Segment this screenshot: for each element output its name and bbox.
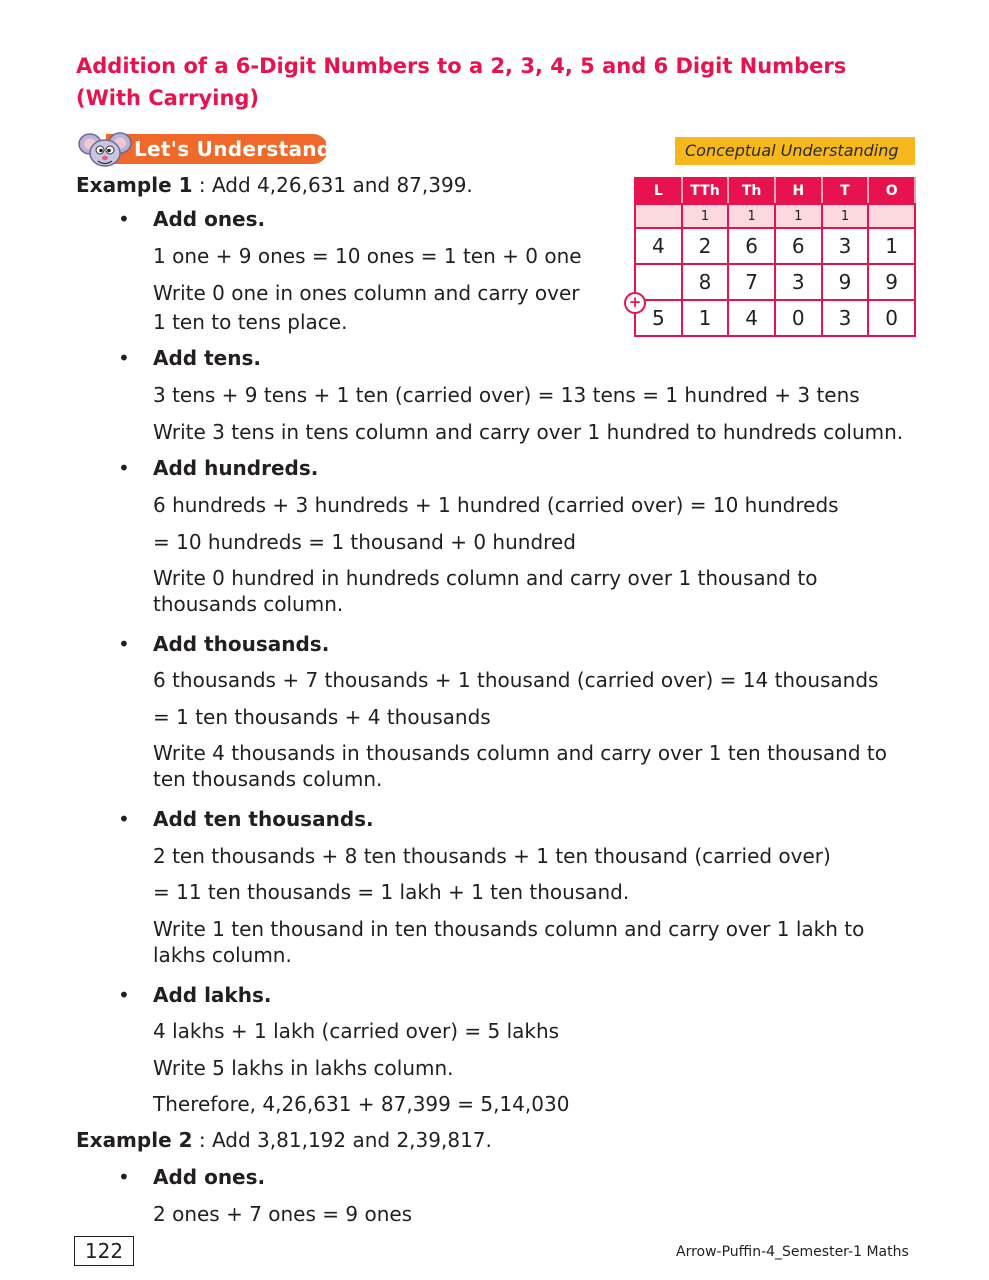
carry-cell: 1: [822, 204, 869, 228]
step-text: = 11 ten thousands = 1 lakh + 1 ten thousand.: [153, 880, 630, 904]
digit-cell: 4: [635, 228, 682, 264]
digit-cell: 4: [728, 300, 775, 336]
example-1-label: Example 1: [76, 173, 193, 197]
digit-cell: 3: [822, 228, 869, 264]
digit-cell: 3: [775, 264, 822, 300]
digit-cell: 9: [822, 264, 869, 300]
example-1-line: [76, 172, 473, 198]
step-heading: Add hundreds.: [153, 456, 319, 480]
header-lakhs: L: [635, 178, 682, 204]
step-text: Write 3 tens in tens column and carry over 1 hundred to hundreds column.: [153, 420, 904, 444]
carry-cell: [868, 204, 915, 228]
bullet-icon: •: [118, 346, 130, 370]
step-text: 2 ones + 7 ones = 9 ones: [153, 1202, 413, 1226]
table-header-row: [635, 178, 915, 204]
step-text: 3 tens + 9 tens + 1 ten (carried over) = 13 tens = 1 hundred + 3 tens: [153, 383, 860, 407]
example-2-line: [76, 1127, 492, 1153]
step-heading: Add ones.: [153, 207, 266, 231]
digit-cell: 2: [682, 228, 729, 264]
step-heading: Add lakhs.: [153, 983, 272, 1007]
step-heading: Add ten thousands.: [153, 807, 374, 831]
carry-cell: 1: [775, 204, 822, 228]
digit-cell: 6: [728, 228, 775, 264]
digit-cell: 0: [868, 300, 915, 336]
bullet-icon: •: [118, 207, 130, 231]
step-text: = 1 ten thousands + 4 thousands: [153, 705, 491, 729]
step-text: Write 0 hundred in hundreds column and carry over 1 thousand to thousands column.: [153, 566, 818, 616]
addend-row-1: [635, 228, 915, 264]
digit-cell: 0: [775, 300, 822, 336]
page-number: 122: [74, 1236, 134, 1266]
header-tens: T: [822, 178, 869, 204]
step-text: 1 one + 9 ones = 10 ones = 1 ten + 0 one: [153, 244, 582, 268]
lets-understand-banner: [78, 132, 338, 168]
digit-cell: 8: [682, 264, 729, 300]
place-value-table: [634, 177, 916, 337]
banner-label: Let's Understand: [134, 137, 332, 161]
digit-cell: 1: [868, 228, 915, 264]
header-hundreds: H: [775, 178, 822, 204]
digit-cell: 7: [728, 264, 775, 300]
step-text: 6 hundreds + 3 hundreds + 1 hundred (carried over) = 10 hundreds: [153, 493, 839, 517]
step-text: Write 4 thousands in thousands column and carry over 1 ten thousand to ten thousands column.: [153, 741, 887, 791]
bullet-icon: •: [118, 632, 130, 656]
step-text: Write 0 one in ones column and carry over: [153, 281, 580, 305]
example-1-prompt: : Add 4,26,631 and 87,399.: [198, 173, 473, 197]
step-text: = 10 hundreds = 1 thousand + 0 hundred: [153, 530, 576, 554]
bullet-icon: •: [118, 983, 130, 1007]
step-text: 2 ten thousands + 8 ten thousands + 1 ten thousand (carried over): [153, 844, 831, 868]
carry-cell: 1: [682, 204, 729, 228]
bullet-icon: •: [118, 456, 130, 480]
digit-cell: 9: [868, 264, 915, 300]
digit-cell: 1: [682, 300, 729, 336]
bullet-icon: •: [118, 807, 130, 831]
step-text: 6 thousands + 7 thousands + 1 thousand (carried over) = 14 thousands: [153, 668, 879, 692]
digit-cell: 5: [635, 300, 682, 336]
tag-label: Conceptual Understanding: [685, 141, 899, 160]
mouse-mascot-icon: [78, 132, 140, 168]
plus-sign-icon: +: [624, 292, 646, 314]
header-thousands: Th: [728, 178, 775, 204]
carry-cell: 1: [728, 204, 775, 228]
header-ones: O: [868, 178, 915, 204]
digit-cell: 6: [775, 228, 822, 264]
digit-cell: 3: [822, 300, 869, 336]
step-text: Write 1 ten thousand in ten thousands column and carry over 1 lakh to lakhs column.: [153, 917, 865, 967]
carry-cell: [635, 204, 682, 228]
example-2-prompt: : Add 3,81,192 and 2,39,817.: [198, 1128, 492, 1152]
step-heading: Add thousands.: [153, 632, 330, 656]
conceptual-understanding-tag: [675, 137, 915, 165]
sum-row: [635, 300, 915, 336]
step-text: 1 ten to tens place.: [153, 310, 348, 334]
page-title: Addition of a 6-Digit Numbers to a 2, 3, 4, 5 and 6 Digit Numbers (With Carrying): [76, 54, 847, 110]
step-heading: Add ones.: [153, 1165, 266, 1189]
carry-row: [635, 204, 915, 228]
footer-book-title: Arrow-Puffin-4_Semester-1 Maths: [676, 1244, 909, 1260]
step-text: Therefore, 4,26,631 + 87,399 = 5,14,030: [153, 1092, 570, 1116]
bullet-icon: •: [118, 1165, 130, 1189]
example-2-label: Example 2: [76, 1128, 193, 1152]
step-text: Write 5 lakhs in lakhs column.: [153, 1056, 454, 1080]
header-ten-thousands: TTh: [682, 178, 729, 204]
addend-row-2: [635, 264, 915, 300]
step-text: 4 lakhs + 1 lakh (carried over) = 5 lakhs: [153, 1019, 560, 1043]
step-heading: Add tens.: [153, 346, 261, 370]
